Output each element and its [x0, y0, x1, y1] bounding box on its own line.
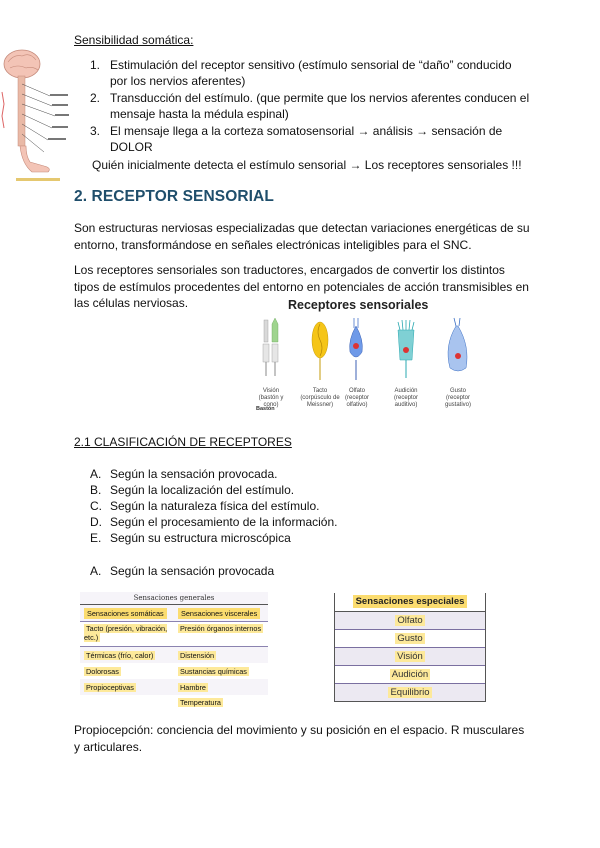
paragraph-traductores: Los receptores sensoriales son traductores, encargados de convertir los distintos tipos de estímulos procedentes del entorno en potenciales de acción transmisibles en las células nerviosas.: [74, 263, 529, 310]
special-sensations-table: [334, 593, 486, 702]
figure-small-label: Bastón: [256, 406, 275, 412]
table-row: Propioceptivas Hambre: [86, 682, 206, 692]
step-item: 1. Estimulación del receptor sensitivo (estímulo sensorial de “daño” conducido por los nervios aferentes): [90, 58, 512, 88]
figure-label: Tacto (corpúsculo de Meissner): [300, 388, 340, 408]
table-row: Audición: [335, 666, 485, 684]
foot-icon: [20, 146, 49, 172]
table-row: Temperatura: [80, 695, 268, 709]
table-row: Dolorosas Sustancias químicas: [80, 663, 268, 679]
table-row: Olfato: [335, 612, 485, 630]
receptor-cells-svg: [258, 316, 480, 384]
olfactory-receptor-icon: [350, 318, 363, 380]
table-row: Gusto: [335, 630, 485, 648]
vision-receptor-icon: [263, 318, 278, 376]
table-header-row: Sensaciones somáticas Sensaciones viscerales: [80, 605, 268, 621]
figure-label: Audición (receptor auditivo): [393, 388, 418, 408]
table-row: Tacto (presión, vibración, etc.) Presión órganos internos: [80, 621, 268, 646]
subsection-title: 2.1 CLASIFICACIÓN DE RECEPTORES: [74, 435, 292, 449]
step-item: 3. El mensaje llega a la corteza somatosensorial → análisis → sensación de DOLOR: [90, 124, 503, 154]
general-sensations-table: [80, 592, 268, 707]
table-row: Térmicas (frío, calor) Distensión: [80, 646, 268, 663]
figure-label: Visión (bastón y cono): [258, 388, 284, 408]
figure-label: Olfato (receptor olfativo): [344, 388, 369, 408]
table-title: Sensaciones especiales: [335, 593, 485, 612]
figure-label: Gusto (receptor gustativo): [444, 388, 471, 408]
heading-sensibilidad: Sensibilidad somática:: [74, 33, 194, 47]
paragraph-definition: Son estructuras nerviosas especializadas que detectan variaciones energéticas de su entorno, transformándose en señales electrónicas inteligibles para el SNC.: [74, 221, 530, 252]
taste-receptor-icon: [448, 318, 467, 371]
table-title: Sensaciones generales: [133, 594, 215, 602]
question-line: Quién inicialmente detecta el estímulo sensorial → Los receptores sensoriales !!!: [92, 158, 522, 172]
paragraph-propiocepcion: Propiocepción: conciencia del movimiento y su posición en el espacio. R musculares y articulares.: [74, 723, 525, 754]
auditory-receptor-icon: [398, 320, 414, 378]
figure-title: Receptores sensoriales: [288, 298, 429, 312]
receptor-figure: [258, 296, 480, 414]
section-title: 2. RECEPTOR SENSORIAL: [74, 188, 274, 205]
pain-pathway-illustration: [0, 44, 72, 186]
table-row: Equilibrio: [335, 684, 485, 702]
brain-icon: [4, 50, 40, 78]
touch-receptor-icon: [312, 322, 328, 380]
table-row: Visión: [335, 648, 485, 666]
step-item: 2. Transducción del estímulo. (que permite que los nervios aferentes conducen el mensaje hasta la médula espinal): [90, 91, 530, 121]
